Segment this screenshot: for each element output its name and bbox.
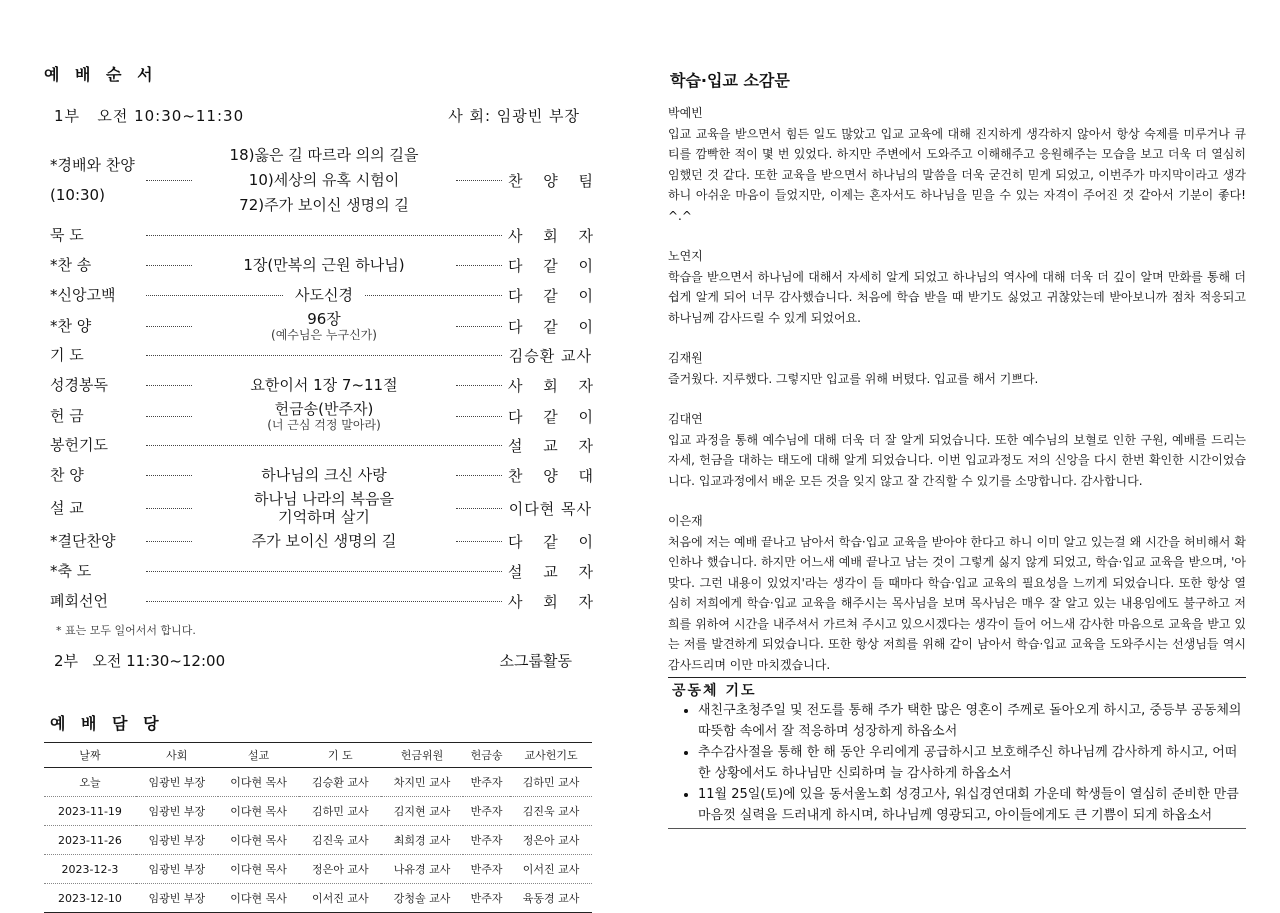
leader-dots — [146, 601, 502, 602]
duty-table — [44, 742, 592, 913]
duty-cell: 이다현 목사 — [218, 855, 300, 884]
order-row — [44, 526, 602, 556]
leader-dots — [146, 385, 192, 386]
duty-cell: 정은아 교사 — [299, 855, 381, 884]
order-item-middle — [140, 256, 508, 274]
order-item-name: 찬 양 — [50, 466, 84, 484]
prayer-list — [668, 700, 1246, 826]
order-item-content — [198, 376, 450, 394]
duty-cell: 이다현 목사 — [218, 768, 300, 797]
duty-cell: 정은아 교사 — [510, 826, 592, 855]
order-item-leader: 찬 양 대 — [508, 466, 602, 485]
order-item-content — [198, 532, 450, 550]
order-item-leader: 사 회 자 — [508, 226, 602, 245]
duty-cell: 김지현 교사 — [381, 797, 463, 826]
order-row — [44, 340, 592, 370]
duty-cell: 오늘 — [44, 768, 136, 797]
leader-dots — [146, 571, 502, 572]
order-item-name: *결단찬양 — [50, 532, 116, 550]
duty-cell: 나유경 교사 — [381, 855, 463, 884]
order-item-name: *축 도 — [50, 562, 92, 580]
service2-time: 2부 오전 11:30~12:00 — [54, 652, 226, 670]
duty-cell: 강청솔 교사 — [381, 884, 463, 913]
order-item-name: 폐회선언 — [50, 592, 108, 610]
duty-cell: 2023-12-3 — [44, 855, 136, 884]
order-item-content — [198, 143, 450, 218]
service1-host: 사 회: 임광빈 부장 — [448, 107, 580, 125]
essay-author: 이은재 — [668, 514, 703, 528]
duty-row — [44, 797, 592, 826]
duty-cell: 이다현 목사 — [218, 797, 300, 826]
essay-author: 김대연 — [668, 412, 703, 426]
duty-cell: 이서진 교사 — [510, 855, 592, 884]
order-item-content — [198, 490, 450, 526]
leader-dots — [146, 235, 502, 236]
right-column — [668, 62, 1246, 829]
essay-author: 박예빈 — [668, 106, 703, 120]
standing-note: * 표는 모두 일어서서 합니다. — [56, 624, 196, 637]
content-line: 1장(만복의 근원 하나님) — [243, 256, 405, 274]
prayer-item: • 새친구초청주일 및 전도를 통해 주가 택한 많은 영혼이 주께로 돌아오게 하시고, 중등부 공동체의 따뜻함 속에서 잘 적응하며 성장하게 하옵소서 — [698, 700, 1246, 742]
duty-cell: 임광빈 부장 — [136, 797, 218, 826]
leader-dots — [456, 385, 502, 386]
duty-title: 예 배 담 당 — [50, 714, 164, 733]
order-item-middle — [140, 286, 508, 304]
order-item-content — [289, 286, 359, 304]
order-item-middle — [140, 400, 508, 432]
order-item-name: *경배와 찬양 (10:30) — [50, 156, 135, 204]
duty-row — [44, 768, 592, 797]
duty-header-row — [44, 743, 592, 768]
duty-cell: 임광빈 부장 — [136, 826, 218, 855]
leader-dots — [456, 541, 502, 542]
order-row — [44, 140, 602, 220]
leader-dots — [146, 445, 502, 446]
order-row — [44, 280, 602, 310]
leader-dots — [456, 265, 502, 266]
order-item-leader: 다 같 이 — [508, 532, 602, 551]
worship-order — [44, 140, 602, 616]
order-item-name: 봉헌기도 — [50, 436, 108, 454]
content-line: 주가 보이신 생명의 길 — [251, 532, 397, 550]
order-row — [44, 250, 602, 280]
content-line: 하나님 나라의 복음을 — [254, 490, 394, 508]
duty-cell: 김하민 교사 — [510, 768, 592, 797]
order-item-middle — [140, 355, 508, 356]
community-prayer — [668, 677, 1246, 829]
order-item-leader: 설 교 자 — [508, 436, 602, 455]
order-item-middle — [140, 143, 508, 218]
content-line: 10)세상의 유혹 시험이 — [248, 170, 400, 189]
order-row — [44, 490, 592, 526]
prayer-title: 공동체 기도 — [672, 683, 757, 699]
duty-cell: 임광빈 부장 — [136, 884, 218, 913]
order-item-name: 헌 금 — [50, 407, 84, 426]
content-line: 72)주가 보이신 생명의 길 — [239, 195, 409, 214]
leader-dots — [146, 180, 192, 181]
duty-header-cell: 기 도 — [299, 743, 381, 768]
essay-text: 입교 교육을 받으면서 힘든 일도 많았고 입교 교육에 대해 진지하게 생각하지 않아서 항상 숙제를 미루거나 큐티를 깜빡한 적이 몇 번 있었다. 하지만 주변에서 도와주고 이해해주고 응원해주는 모습을 보고 더욱 더 열심히 임했던 것 같다. 또한 교육을 받으면서 하나님의 말씀을 더욱 굳건히 믿게 되었고, 이번주가 마지막이라고 생각하니 아쉬운 마음이 들었지만, 이제는 혼자서도 하나님을 믿을 수 있는 자격이 주어진 것 같아서 기분이 좋다! ^.^ — [668, 126, 1246, 223]
essay-text: 학습을 받으면서 하나님에 대해서 자세히 알게 되었고 하나님의 역사에 대해 더욱 더 깊이 알며 만화를 통해 더 쉽게 알게 되어 너무 감사했습니다. 처음에 학습 받을 때 받기도 싫었고 귀찮았는데 받아보니까 점차 적응되고 하나님께 감사드릴 수 있게 되었어요. — [668, 269, 1246, 325]
duty-cell: 최희경 교사 — [381, 826, 463, 855]
content-line: 헌금송(반주자) — [274, 400, 374, 418]
prayer-item: • 추수감사절을 통해 한 해 동안 우리에게 공급하시고 보호해주신 하나님께 감사하게 하시고, 어떠한 상황에서도 하나님만 신뢰하며 늘 감사하게 하옵소서 — [698, 742, 1246, 784]
content-subtitle: (너 근심 걱정 말아라) — [267, 418, 381, 432]
leader-dots — [456, 326, 502, 327]
duty-row — [44, 826, 592, 855]
duty-cell: 2023-11-19 — [44, 797, 136, 826]
duty-cell: 김하민 교사 — [299, 797, 381, 826]
duty-cell: 차지민 교사 — [381, 768, 463, 797]
order-item-content — [198, 310, 450, 342]
order-item-name: 기 도 — [50, 346, 84, 364]
duty-cell: 육동경 교사 — [510, 884, 592, 913]
order-row — [44, 370, 602, 400]
order-row — [44, 430, 602, 460]
order-item-name: *찬 양 — [50, 317, 92, 336]
order-item-middle — [140, 601, 508, 602]
order-item-leader: 다 같 이 — [508, 317, 602, 336]
content-line: 기억하며 살기 — [278, 508, 370, 526]
order-row — [44, 586, 602, 616]
order-row — [44, 220, 602, 250]
duty-row — [44, 884, 592, 913]
duty-cell: 반주자 — [463, 884, 510, 913]
content-line: 18)옳은 길 따르라 의의 길을 — [229, 145, 419, 164]
leader-dots — [146, 326, 192, 327]
order-item-content — [198, 400, 450, 432]
order-item-middle — [140, 376, 508, 394]
content-line: 96장 — [307, 310, 341, 328]
content-line: 하나님의 크신 사랑 — [261, 466, 387, 484]
leader-dots — [146, 541, 192, 542]
essay-list — [668, 103, 1246, 675]
duty-header-cell: 헌금위원 — [381, 743, 463, 768]
order-row — [44, 556, 602, 586]
order-item-middle — [140, 490, 508, 526]
duty-cell: 2023-12-10 — [44, 884, 136, 913]
order-item-leader: 찬 양 팀 — [508, 171, 602, 190]
duty-cell: 반주자 — [463, 797, 510, 826]
order-item-content — [198, 256, 450, 274]
duty-cell: 이다현 목사 — [218, 884, 300, 913]
leader-dots — [456, 416, 502, 417]
duty-header-cell: 날짜 — [44, 743, 136, 768]
order-item-leader: 사 회 자 — [508, 592, 602, 611]
duty-cell: 김진욱 교사 — [510, 797, 592, 826]
duty-cell: 임광빈 부장 — [136, 855, 218, 884]
order-item-middle — [140, 310, 508, 342]
order-row — [44, 310, 602, 342]
order-item-leader: 다 같 이 — [508, 256, 602, 275]
essay-text: 처음에 저는 예배 끝나고 남아서 학습·입교 교육을 받아야 한다고 하니 이미 알고 있는걸 왜 시간을 허비해서 확인하나 했습니다. 하지만 어느새 예배 끝나고 남는 것이 그렇게 싫지 않게 되었고, 학습·입교 교육을 받으며, '아 맞다. 그런 내용이 있었지'라는 생각이 들 때마다 학습·입교 교육의 필요성을 느끼게 되었습니다. 또한 항상 열심히 저희에게 학습·입교 교육을 해주시는 목사님을 보며 목사님은 매우 잘 알고 있는 내용임에도 불구하고 저희를 위하여 시간을 내주셔서 가르쳐 주시고 있으시겠다는 생각이 들어 어느새 감사한 마음으로 교육을 받고 있는 저를 발견하게 되었습니다. 또한 항상 저희를 위해 같이 남아서 학습·입교 교육을 도와주시는 선생님들 역시 감사드리며 이만 마치겠습니다. — [668, 534, 1246, 672]
essay-text: 즐거웠다. 지루했다. 그렇지만 입교를 위해 버텼다. 입교를 해서 기쁘다. — [668, 371, 1039, 386]
leader-dots — [146, 295, 283, 296]
order-item-name: 성경봉독 — [50, 376, 108, 394]
order-item-middle — [140, 466, 508, 484]
order-title: 예 배 순 서 — [44, 65, 158, 84]
duty-cell: 이서진 교사 — [299, 884, 381, 913]
essay-title: 학습·입교 소감문 — [670, 71, 790, 90]
leader-dots — [146, 475, 192, 476]
order-item-leader: 이다현 목사 — [508, 499, 592, 518]
service2-header — [54, 650, 572, 671]
order-item-leader: 사 회 자 — [508, 376, 602, 395]
duty-cell: 반주자 — [463, 768, 510, 797]
leader-dots — [456, 180, 502, 181]
leader-dots — [146, 265, 192, 266]
content-subtitle: (예수님은 누구신가) — [271, 328, 377, 342]
order-item-leader: 다 같 이 — [508, 286, 602, 305]
duty-header-cell: 교사헌기도 — [510, 743, 592, 768]
prayer-item: • 11월 25일(토)에 있을 동서울노회 성경고사, 워십경연대회 가운데 학생들이 열심히 준비한 만큼 마음껏 실력을 드러내게 하시며, 하나님께 영광되고, 아이들에게도 큰 기쁨이 되게 하옵소서 — [698, 784, 1246, 826]
duty-header-cell: 설교 — [218, 743, 300, 768]
order-row — [44, 400, 602, 432]
order-item-middle — [140, 235, 508, 236]
order-item-name: *신앙고백 — [50, 286, 116, 304]
leader-dots — [146, 416, 192, 417]
order-item-leader: 김승환 교사 — [508, 346, 592, 365]
order-row — [44, 460, 602, 490]
content-line: 요한이서 1장 7~11절 — [250, 376, 398, 394]
duty-cell: 임광빈 부장 — [136, 768, 218, 797]
essay-author: 노연지 — [668, 249, 703, 263]
order-item-content — [198, 466, 450, 484]
leader-dots — [456, 475, 502, 476]
leader-dots — [146, 508, 192, 509]
duty-cell: 2023-11-26 — [44, 826, 136, 855]
essay-text: 입교 과정을 통해 예수님에 대해 더욱 더 잘 알게 되었습니다. 또한 예수님의 보혈로 인한 구원, 예배를 드리는 자세, 헌금을 대하는 태도에 대해 알게 되었습니다. 이번 입교과정도 저의 신앙을 다시 한번 확인한 시간이었습니다. 입교과정에서 배운 모든 것을 잊지 않고 잘 간직할 수 있기를 소망합니다. 감사합니다. — [668, 432, 1246, 488]
order-item-leader: 다 같 이 — [508, 407, 602, 426]
duty-cell: 이다현 목사 — [218, 826, 300, 855]
order-item-middle — [140, 445, 508, 446]
order-item-leader: 설 교 자 — [508, 562, 602, 581]
duty-cell: 김승환 교사 — [299, 768, 381, 797]
duty-cell: 반주자 — [463, 855, 510, 884]
left-column — [44, 62, 602, 913]
duty-cell: 김진욱 교사 — [299, 826, 381, 855]
content-line: 사도신경 — [295, 286, 353, 304]
order-item-middle — [140, 532, 508, 550]
order-item-middle — [140, 571, 508, 572]
service2-activity: 소그룹활동 — [499, 652, 572, 670]
duty-row — [44, 855, 592, 884]
leader-dots — [365, 295, 502, 296]
leader-dots — [146, 355, 502, 356]
order-item-name: *찬 송 — [50, 256, 92, 274]
essay-author: 김재원 — [668, 351, 703, 365]
duty-header-cell: 사회 — [136, 743, 218, 768]
duty-header-cell: 헌금송 — [463, 743, 510, 768]
service1-time: 1부 오전 10:30~11:30 — [54, 107, 245, 125]
duty-cell: 반주자 — [463, 826, 510, 855]
order-item-name: 설 교 — [50, 499, 84, 517]
leader-dots — [456, 508, 502, 509]
order-item-name: 묵 도 — [50, 226, 84, 244]
service1-header — [54, 105, 580, 126]
